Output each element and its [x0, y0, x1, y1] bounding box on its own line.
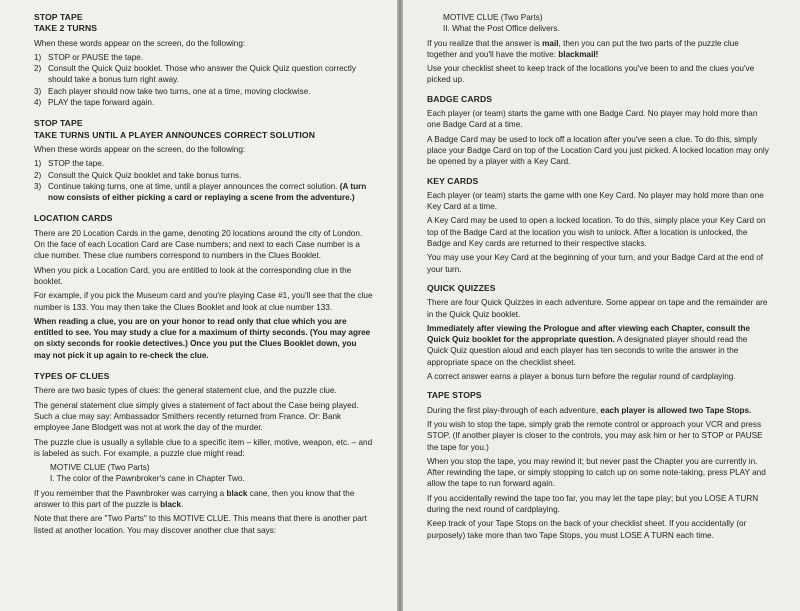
paragraph: A correct answer earns a player a bonus turn before the regular round of cardplaying. — [427, 372, 736, 382]
paragraph: A Key Card may be used to open a locked location. To do this, simply place your Key Card on top of the Badge Card at the location you wish to unlock. After a location is unlocked, the Badge and Key cards are returned to their respective stacks. — [427, 216, 766, 249]
left-page — [0, 0, 397, 611]
list-text: Consult the Quick Quiz booklet. Those who answer the Quick Quiz question correctly should take a bonus turn right away. — [48, 64, 356, 85]
text-run: cane, then you know that the answer to this part of the puzzle is — [34, 488, 355, 509]
paragraph: When these words appear on the screen, do the following: — [34, 38, 246, 48]
list-text: Continue taking turns, one at time, until a player announces the correct solution. — [48, 181, 338, 191]
list-item — [34, 86, 375, 97]
list-item — [34, 63, 375, 86]
example-clue-title: MOTIVE CLUE (Two Parts) — [50, 463, 150, 473]
paragraph — [427, 38, 770, 61]
text-run: If you remember that the Pawnbroker was carrying a — [34, 488, 225, 498]
list-number: 1) — [34, 159, 42, 169]
section-heading: LOCATION CARDS — [34, 213, 113, 224]
list-text: Each player should now take two turns, one at a time, moving clockwise. — [48, 86, 311, 96]
steps-list — [34, 158, 375, 203]
text-run-bold: black — [226, 488, 248, 498]
list-number: 3) — [34, 181, 42, 191]
paragraph: The puzzle clue is usually a syllable clue to a specific item – killer, motive, weapon, etc. – and is labeled as such. For example, a puzzle clue might read: — [34, 437, 373, 458]
text-run: During the first play-through of each adventure, — [427, 405, 599, 415]
paragraph: A Badge Card may be used to lock off a location after you've seen a clue. To do this, simply place your Badge Card on top of the Location Card you just picked. A locked location may only be opened by a player with a Key Card. — [427, 134, 769, 167]
section-stop-tape-until-solution — [34, 118, 375, 203]
section-heading: BADGE CARDS — [427, 93, 493, 104]
text-run-bold: mail — [542, 38, 559, 48]
text-run: . — [181, 499, 184, 509]
list-number: 2) — [34, 170, 42, 180]
paragraph: For example, if you pick the Museum card and you're playing Case #1, you'll see that the clue number is 133. You may then take the Clues Booklet and look at clue number 133. — [34, 291, 373, 312]
paragraph: There are 20 Location Cards in the game, denoting 20 locations around the city of London. On the face of each Location Card are Case numbers; and next to each Case number is a clue number. These clue numbers correspond to numbers in the Clues Booklet. — [34, 228, 363, 261]
text-run-bold: Immediately after viewing the Prologue and after viewing each Chapter, consult the Quick Quiz booklet for the appropriate question. — [427, 323, 751, 345]
paragraph: If you accidentally rewind the tape too far, you may let the tape play; but you LOSE A TURN during the next round of cardplaying. — [427, 493, 759, 514]
list-text: Consult the Quick Quiz booklet and take bonus turns. — [48, 170, 242, 180]
paragraph: The general statement clue simply gives a statement of fact about the Case being played. Such a clue may say: Ambassador Smithers recently returned from France. Or: Bank employee Jane Blodgett was not at work the day of the murder. — [34, 400, 359, 433]
example-clue-text: I. The color of the Pawnbroker's cane in Chapter Two. — [50, 474, 245, 484]
list-item — [34, 181, 375, 204]
section-quick-quizzes — [427, 283, 770, 382]
section-stop-tape-2-turns — [34, 12, 375, 108]
paragraph: When you pick a Location Card, you are entitled to look at the corresponding clue in the booklet. — [34, 265, 352, 286]
text-run-bold: each player is allowed two Tape Stops. — [600, 405, 752, 415]
list-number: 4) — [34, 98, 42, 108]
paragraph: There are two basic types of clues: the general statement clue, and the puzzle clue. — [34, 386, 337, 396]
text-run: If you realize that the answer is — [427, 38, 540, 48]
paragraph: Each player (or team) starts the game with one Badge Card. No player may hold more than one Badge Card at a time. — [427, 109, 758, 130]
text-run: A designated player should read the Quick Quiz question aloud and each player has ten seconds to write the answer in the appropriate space on the checklist sheet. — [427, 335, 748, 367]
example-clue-title: MOTIVE CLUE (Two Parts) — [443, 13, 543, 22]
section-types-of-clues — [34, 371, 375, 536]
paragraph — [427, 405, 770, 416]
paragraph: Keep track of your Tape Stops on the back of your checklist sheet. If you accidentally (or purposely) take more than two Tape Stops, you must LOSE A TURN each time. — [427, 519, 747, 540]
section-heading: TYPES OF CLUES — [34, 371, 110, 382]
section-subheading: TAKE 2 TURNS — [34, 23, 98, 34]
paragraph: If you wish to stop the tape, simply grab the remote control or approach your VCR and press STOP. (If another player is closer to the controls, you may ask him or her to STOP or PAUSE the tape for you.) — [427, 419, 763, 452]
section-heading: QUICK QUIZZES — [427, 282, 496, 293]
paragraph: You may use your Key Card at the beginning of your turn, and your Badge Card at the end of your turn. — [427, 253, 764, 274]
text-run-bold: black — [160, 499, 182, 509]
paragraph: Each player (or team) starts the game with one Key Card. No player may hold more than one Key Card at a time. — [427, 190, 764, 212]
right-page — [403, 0, 800, 611]
paragraph: There are four Quick Quizzes in each adventure. Some appear on tape and the remainder are in the Quick Quiz booklet. — [427, 298, 768, 319]
section-heading: TAPE STOPS — [427, 390, 482, 401]
list-item — [34, 52, 375, 63]
list-number: 3) — [34, 86, 42, 96]
text-run: , then you can put the two parts of the puzzle clue together and you'll have the motive: — [427, 38, 739, 59]
list-text: STOP the tape. — [48, 159, 105, 169]
section-location-cards — [34, 213, 375, 361]
list-item — [34, 170, 375, 181]
list-item — [34, 158, 375, 169]
paragraph — [427, 323, 770, 368]
section-motive-clue-continued — [427, 12, 770, 86]
paragraph: Note that there are "Two Parts" to this MOTIVE CLUE. This means that there is another part listed at another location. You may discover another clue that says: — [34, 514, 367, 535]
paragraph: When these words appear on the screen, do the following: — [34, 144, 246, 154]
paragraph-bold: When reading a clue, you are on your honor to read only that clue which you are entitled to see. You may study a clue for a maximum of thirty seconds. (You may agree on sixty seconds for rookie detectives.) Once you put the Clues Booklet down, you may not pick it up again to re-check the clue. — [34, 316, 371, 360]
list-number: 1) — [34, 52, 42, 62]
text-run-bold: blackmail! — [558, 49, 599, 59]
list-text: PLAY the tape forward again. — [48, 98, 155, 108]
list-text-bold: (A turn now consists of either picking a card or replaying a scene from the adventure.) — [48, 181, 367, 203]
section-tape-stops — [427, 390, 770, 541]
paragraph: Use your checklist sheet to keep track of the locations you've been to and the clues you've picked up. — [427, 64, 755, 85]
section-heading: STOP TAPE — [34, 12, 83, 22]
example-clue-text: II. What the Post Office delivers. — [443, 24, 560, 34]
steps-list — [34, 52, 375, 108]
list-item — [34, 97, 375, 108]
section-heading: KEY CARDS — [427, 175, 479, 186]
paragraph — [34, 488, 375, 511]
paragraph: When you stop the tape, you may rewind it; but never past the Chapter you are currently in. After rewinding the tape, or simply stopping to catch up on some note-taking, press PLAY and allow the tape to run forward again. — [427, 456, 766, 489]
list-text: STOP or PAUSE the tape. — [48, 52, 144, 62]
section-badge-cards — [427, 94, 770, 168]
list-number: 2) — [34, 64, 42, 74]
section-subheading: TAKE TURNS UNTIL A PLAYER ANNOUNCES CORRECT SOLUTION — [34, 129, 316, 140]
section-heading: STOP TAPE — [34, 118, 83, 129]
section-key-cards — [427, 176, 770, 275]
